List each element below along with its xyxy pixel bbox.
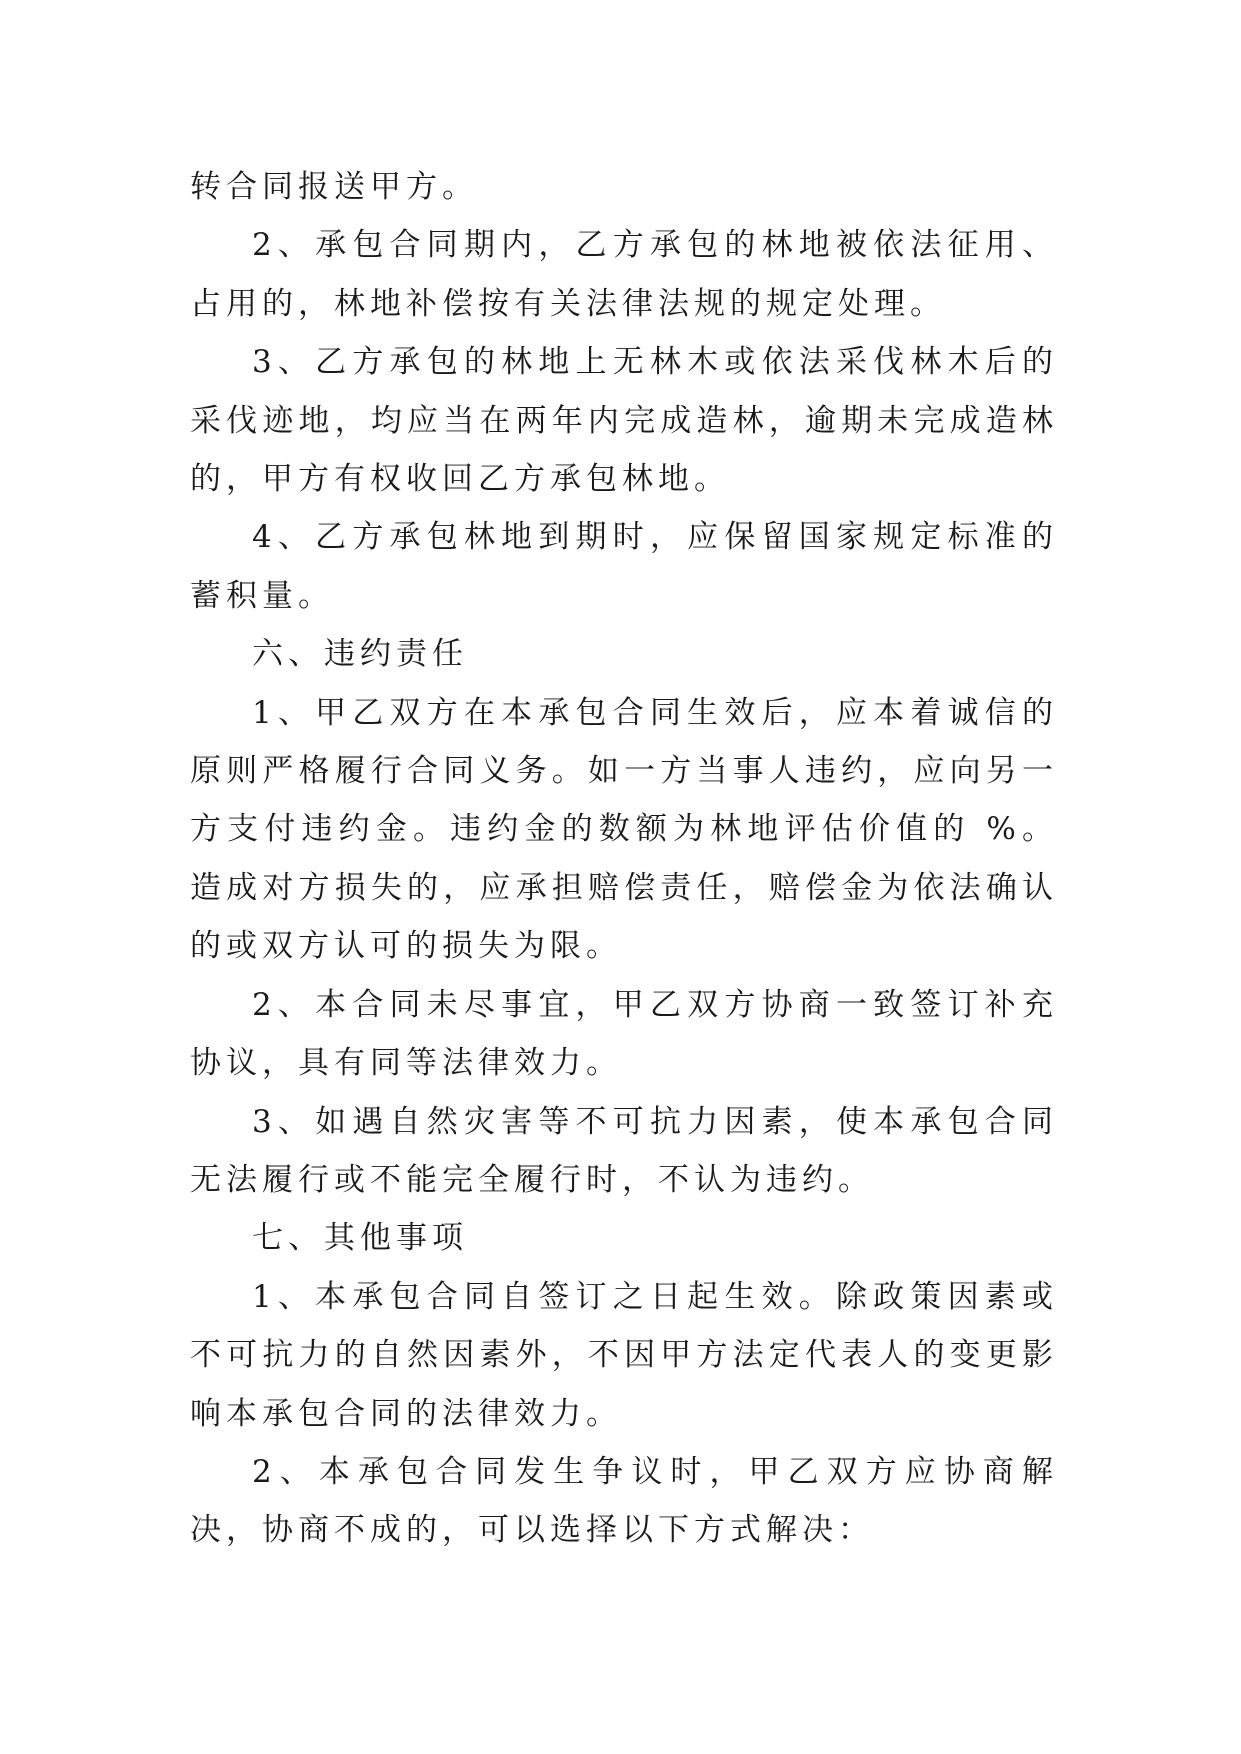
paragraph-clause-5-3: 3、乙方承包的林地上无林木或依法采伐林木后的采伐迹地，均应当在两年内完成造林，逾期未完成造林的，甲方有权收回乙方承包林地。 [190,344,1058,498]
paragraph-clause-6-2: 2、本合同未尽事宜，甲乙双方协商一致签订补充协议，具有同等法律效力。 [190,986,1058,1082]
section-heading-liability: 六、违约责任 [252,636,468,673]
paragraph-clause-6-3: 3、如遇自然灾害等不可抗力因素，使本承包合同无法履行或不能完全履行时，不认为违约。 [190,1103,1058,1198]
paragraph-clause-5-2: 2、承包合同期内，乙方承包的林地被依法征用、占用的，林地补偿按有关法律法规的规定处理。 [190,227,1058,322]
section-heading-other-matters: 七、其他事项 [252,1220,468,1257]
paragraph-clause-5-4: 4、乙方承包林地到期时，应保留国家规定标准的蓄积量。 [190,519,1058,614]
paragraph-clause-7-2: 2、本承包合同发生争议时，甲乙双方应协商解决，协商不成的，可以选择以下方式解决： [190,1453,1058,1549]
document-body [190,158,1058,1560]
paragraph-continuation: 转合同报送甲方。 [190,169,478,205]
paragraph-clause-7-1: 1、本承包合同自签订之日起生效。除政策因素或不可抗力的自然因素外，不因甲方法定代表人的变更影响本承包合同的法律效力。 [190,1278,1058,1432]
paragraph-clause-6-1: 1、甲乙双方在本承包合同生效后，应本着诚信的原则严格履行合同义务。如一方当事人违约，应向另一方支付违约金。违约金的数额为林地评估价值的 %。造成对方损失的，应承担赔偿责任，赔偿金为依法确认的或双方认可的损失为限。 [190,694,1058,965]
